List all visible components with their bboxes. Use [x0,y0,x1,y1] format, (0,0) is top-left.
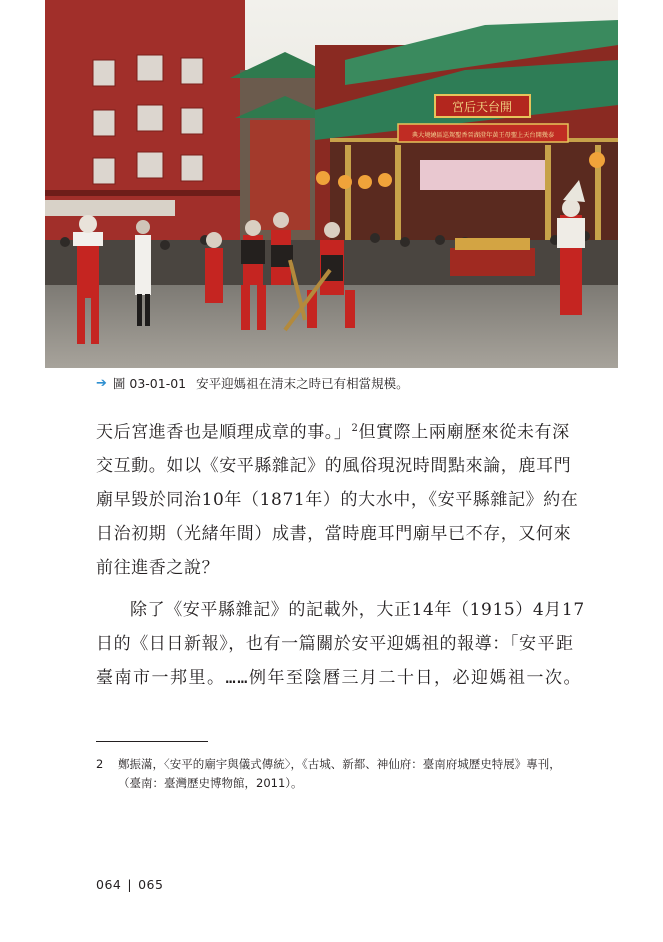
body-line: 前往進香之說？ [96,558,220,578]
footnote [96,755,576,793]
footnote-divider [96,741,208,742]
temple-name-sign: 宮后天台開 [451,100,513,114]
body-line: 天后宮進香也是順理成章的事。」$^2$但實際上兩廟歷來從未有深 [96,422,570,443]
figure-label: 圖 03-01-01 [112,376,187,391]
body-line: 除了《安平縣雜記》的記載外，大正14年（1915）4月17 [130,600,585,620]
footnote-number: 2 [96,757,104,771]
quoted-text: 臺南市一邦里。……例年至陰曆三月二十日，必迎媽祖一次。 [96,668,582,688]
quoted-text: 安平距 [519,634,575,654]
figure-caption-text: 安平迎媽祖在清末之時已有相當規模。 [196,376,409,391]
body-line: 日的《日日新報》，也有一篇關於安平迎媽祖的報導：「安平距 [96,634,575,654]
page-number-left: 064 [96,877,122,892]
folio-separator: | [127,877,133,892]
festival-banner-sign: 典大境繞區巡駕聖香晉湖澄年黃王母聖上天台開幾泰 [411,132,555,139]
body-line: 交互動。如以《安平縣雜記》的風俗現況時間點來論，鹿耳門 [96,456,572,476]
temple-festival-photo [45,0,618,368]
body-line: 廟早毀於同治10年（1871年）的大水中，《安平縣雜記》約在 [96,490,579,510]
body-line: 日治初期（光緒年間）成書，當時鹿耳門廟早已不存，又何來 [96,524,572,544]
page-numbers [96,877,163,892]
footnote-text: 鄭振滿，〈安平的廟宇與儀式傳統〉，《古城、新都、神仙府：臺南府城歷史特展》專刊，（臺南：臺灣歷史博物館，2011）。 [118,757,561,790]
footnote-ref: 2 [351,423,359,434]
page-number-right: 065 [138,877,164,892]
figure-caption [96,374,409,392]
caption-arrow-icon: ➔ [96,375,107,391]
